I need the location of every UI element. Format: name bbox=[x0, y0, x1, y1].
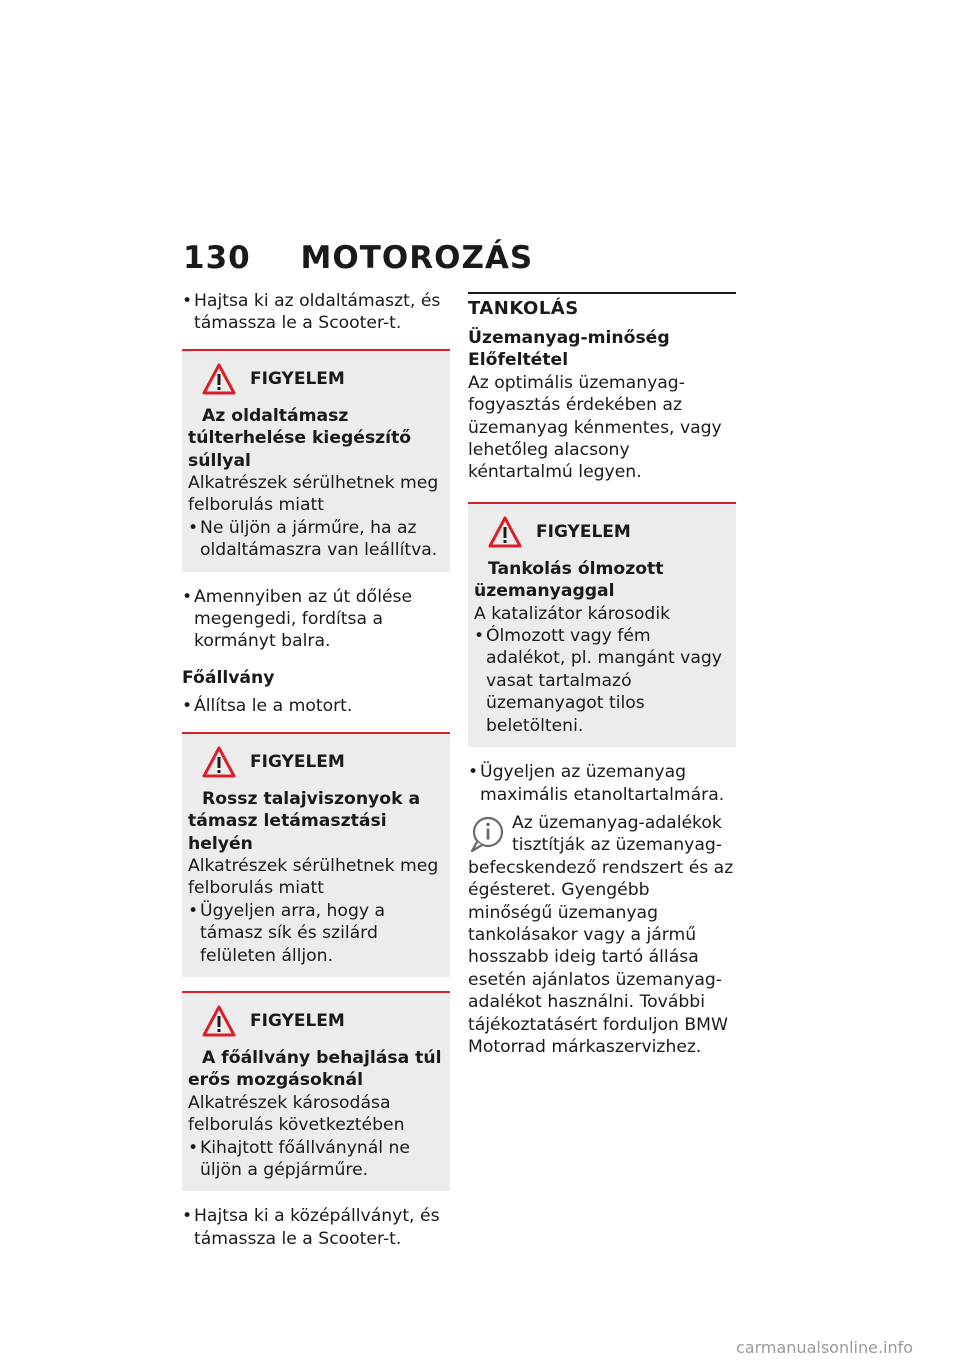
prerequisite-text: Az optimális üzemanyag-fogyasztás érdekében az üzemanyag kénmentes, vagy lehetőleg alacsony kéntartalmú legyen. bbox=[468, 372, 722, 483]
warning-box bbox=[182, 991, 450, 1191]
info-icon bbox=[468, 814, 506, 854]
watermark: carmanualsonline.info bbox=[736, 1338, 914, 1357]
warning-measure: • Ne üljön a járműre, ha az oldaltámaszra van leállítva. bbox=[188, 517, 442, 562]
warning-header bbox=[188, 744, 442, 780]
warning-title: FIGYELEM bbox=[250, 1010, 345, 1031]
subheading: Üzemanyag-minőség bbox=[468, 328, 670, 348]
warning-triangle-icon bbox=[202, 746, 236, 778]
warning-title: FIGYELEM bbox=[250, 368, 345, 389]
warning-heading: Tankolás ólmozott üzemanyaggal bbox=[474, 558, 664, 602]
warning-effect: Alkatrészek sérülhetnek meg felborulás miatt bbox=[188, 473, 439, 516]
page-header bbox=[183, 240, 533, 276]
prerequisite-title: Előfeltétel bbox=[468, 350, 569, 371]
warning-header bbox=[188, 361, 442, 397]
warning-heading: A főállvány behajlása túl erős mozgásoknál bbox=[188, 1047, 442, 1091]
warning-box bbox=[182, 732, 450, 977]
right-column bbox=[468, 290, 736, 1058]
page-number: 130 bbox=[183, 240, 251, 276]
section-title: TANKOLÁS bbox=[468, 292, 736, 319]
warning-title: FIGYELEM bbox=[536, 521, 631, 542]
warning-header bbox=[474, 514, 728, 550]
info-note bbox=[468, 812, 736, 1058]
warning-measure: • Kihajtott főállványnál ne üljön a gépjárműre. bbox=[188, 1137, 442, 1182]
warning-heading: Rossz talajviszonyok a támasz letámasztási helyén bbox=[188, 788, 421, 854]
list-item: • Hajtsa ki a középállványt, és támassza le a Scooter-t. bbox=[182, 1205, 450, 1250]
list-item: • Állítsa le a motort. bbox=[182, 695, 450, 717]
warning-title: FIGYELEM bbox=[250, 751, 345, 772]
left-column bbox=[182, 290, 450, 1264]
chapter-title: MOTOROZÁS bbox=[300, 240, 534, 276]
section-heading: Főállvány bbox=[182, 667, 275, 688]
warning-effect: Alkatrészek sérülhetnek meg felborulás miatt bbox=[188, 855, 439, 899]
warning-box bbox=[182, 349, 450, 572]
warning-effect: A katalizátor károsodik bbox=[474, 603, 671, 624]
warning-effect: Alkatrészek károsodása felborulás következtében bbox=[188, 1092, 405, 1136]
warning-header bbox=[188, 1003, 442, 1039]
warning-triangle-icon bbox=[202, 1005, 236, 1037]
list-item: • Hajtsa ki az oldaltámaszt, és támassza le a Scooter-t. bbox=[182, 290, 450, 335]
warning-measure: • Ügyeljen arra, hogy a támasz sík és szilárd felületen álljon. bbox=[188, 900, 442, 967]
warning-heading: Az oldaltámasz túlterhelése kiegészítő súllyal bbox=[188, 405, 412, 471]
warning-measure: • Ólmozott vagy fém adalékot, pl. mangánt vagy vasat tartalmazó üzemanyagot tilos beletölteni. bbox=[474, 625, 728, 737]
info-text: Az üzemanyag-adalékok tisztítják az üzemanyag-befecskendező rendszert és az égésteret. Gyengébb minőségű üzemanyag tankolásakor vagy a jármű hosszabb ideig tartó állása esetén ajánlatos üzemanyag-adalékot használni. További tájékoztatásért forduljon BMW Motorrad márkaszervizhez. bbox=[468, 812, 734, 1057]
list-item: • Amennyiben az út dőlése megengedi, fordítsa a kormányt balra. bbox=[182, 586, 450, 653]
list-item: • Ügyeljen az üzemanyag maximális etanoltartalmára. bbox=[468, 761, 736, 806]
warning-triangle-icon bbox=[202, 363, 236, 395]
warning-triangle-icon bbox=[488, 516, 522, 548]
warning-box bbox=[468, 502, 736, 747]
